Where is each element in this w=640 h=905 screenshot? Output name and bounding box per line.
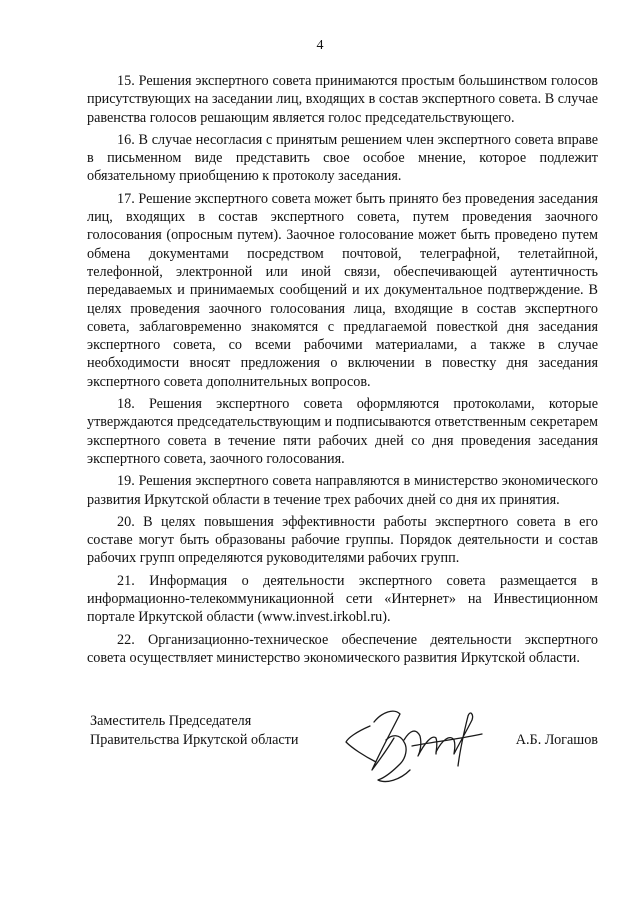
signature-stroke-middle	[404, 731, 437, 756]
signer-position-line-1: Заместитель Председателя	[90, 713, 252, 729]
paragraph-22: 22. Организационно-техническое обеспечение деятельности экспертного совета осуществляет министерство экономического развития Иркутской области.	[87, 631, 598, 666]
paragraph-16: 16. В случае несогласия с принятым решением член экспертного совета вправе в письменном виде представить свое особое мнение, которое подлежит обязательному приобщению к протоколу заседания.	[87, 131, 598, 185]
paragraph-18: 18. Решения экспертного совета оформляются протоколами, которые утверждаются председательствующим и подписываются ответственным секретарем экспертного совета в течение пяти рабочих дней со дня проведения заседания экспертного совета, заочного голосования.	[87, 396, 598, 467]
signature-stroke-underline	[412, 734, 482, 746]
signer-position-line-2: Правительства Иркутской области	[90, 732, 299, 748]
document-body	[87, 72, 598, 671]
paragraph-21: 21. Информация о деятельности экспертного совета размещается в информационно-телекоммуникационной сети «Интернет» на Инвестиционном портале Иркутской области (www.invest.irkobl.ru).	[87, 572, 598, 626]
paragraph-15: 15. Решения экспертного совета принимаются простым большинством голосов присутствующих на заседании лиц, входящих в состав экспертного совета. В случае равенства голосов решающим является голос председательствующего.	[87, 73, 598, 126]
signature-stroke-left	[346, 726, 376, 762]
page-number: 4	[316, 38, 324, 53]
signer-position	[90, 712, 298, 750]
paragraph-19: 19. Решения экспертного совета направляются в министерство экономического развития Иркутской области в течение трех рабочих дней со дня их принятия.	[87, 473, 598, 508]
handwritten-signature-icon	[342, 704, 492, 789]
signer-name: А.Б. Логашов	[515, 732, 598, 748]
signature-block	[87, 712, 598, 792]
paragraph-20: 20. В целях повышения эффективности работы экспертного совета в его составе могут быть образованы рабочие группы. Порядок деятельности и состав рабочих групп определяются руководителями рабочих групп.	[87, 513, 598, 567]
paragraph-17: 17. Решение экспертного совета может быть принято без проведения заседания лиц, входящих в состав экспертного совета, путем проведения заочного голосования (опросным путем). Заочное голосование может быть проведено путем обмена документами посредством почтовой, телеграфной, телетайпной, телефонной, электронной или иной связи, обеспечивающей аутентичность передаваемых и принимаемых сообщений и их документальное подтверждение. В целях проведения заочного голосования лица, входящие в состав экспертного совета, заблаговременно знакомятся с предлагаемой повесткой дня заседания экспертного совета, со всеми рабочими материалами, а также в случае необходимости вносят предложения о включении в повестку дня заседания экспертного совета дополнительных вопросов.	[87, 190, 598, 390]
signature-stroke-loop	[378, 736, 410, 782]
